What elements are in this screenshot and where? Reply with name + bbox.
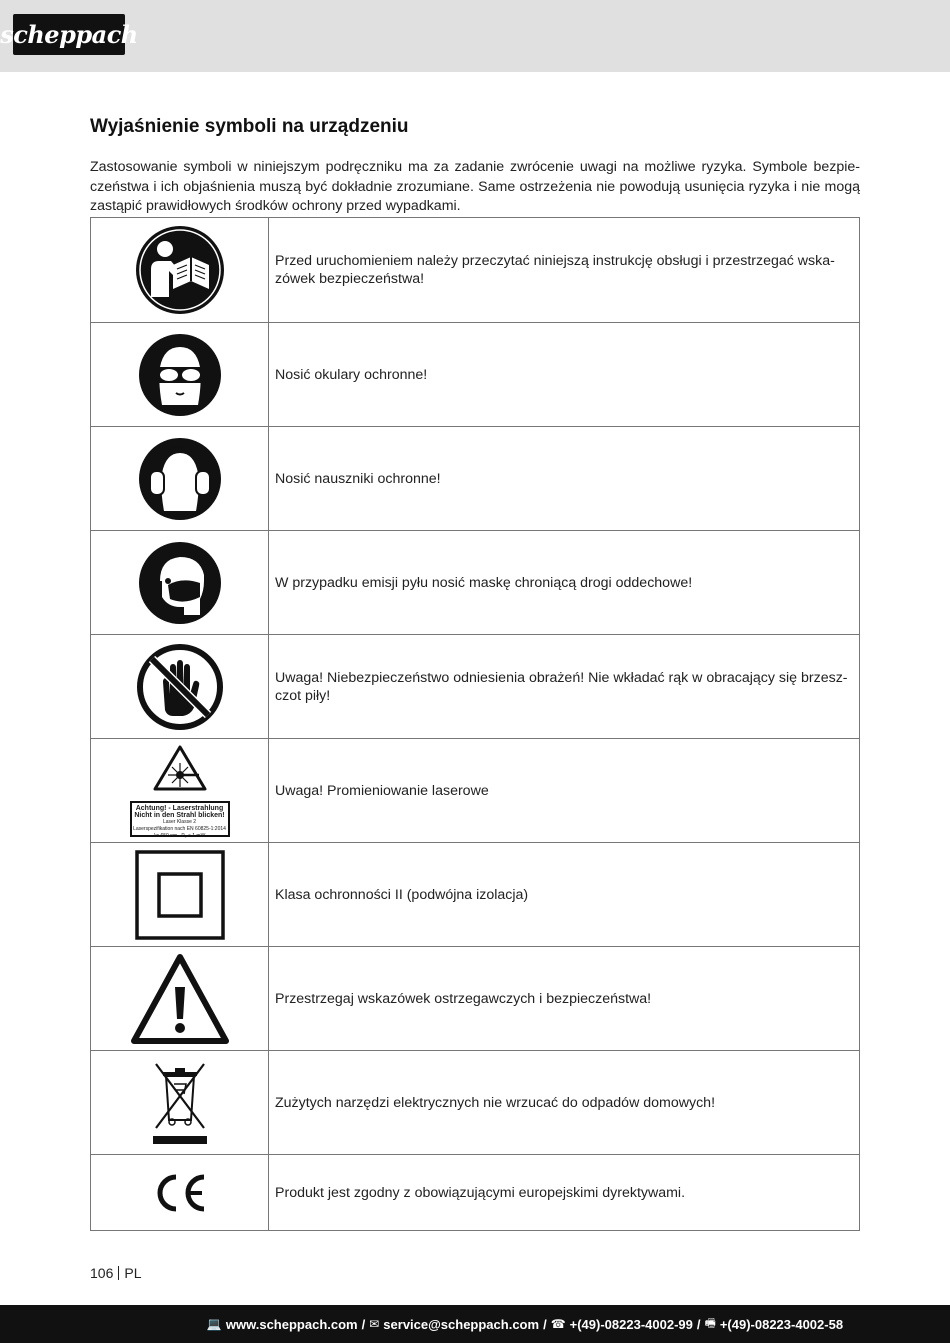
symbol-cell [91, 531, 269, 634]
ear-protection-icon [138, 437, 222, 521]
laser-label [130, 801, 230, 837]
no-hands-icon [137, 644, 223, 730]
symbol-cell [91, 739, 269, 842]
ce-mark-icon [150, 1173, 210, 1213]
symbol-cell [91, 1051, 269, 1154]
symbol-description: Nosić okulary ochronne! [275, 366, 428, 383]
page-number-value: 106 [90, 1265, 114, 1281]
laser-label-line1: Achtung! - Laserstrahlung [135, 804, 224, 812]
table-row [91, 218, 859, 322]
symbol-description: Klasa ochronności II (podwójna izolacja) [275, 886, 529, 903]
symbol-cell [91, 427, 269, 530]
symbol-description: Przed uruchomieniem należy przeczytać niniejszą instrukcję obsługi i przestrzegać wska-zówek bezpieczeństwa! [275, 253, 835, 287]
table-row [91, 322, 859, 426]
footer-phone: +(49)-08223-4002-99 [569, 1316, 693, 1332]
laser-label-line3: Laser Klasse 2 [162, 818, 197, 825]
logo-text: scheppach [0, 20, 138, 49]
page-number [90, 1265, 141, 1281]
table-row [91, 946, 859, 1050]
read-manual-icon [135, 225, 225, 315]
symbols-table [90, 217, 860, 1231]
laser-power: Pₒ < 1 mW [181, 832, 206, 839]
symbol-cell [91, 947, 269, 1050]
footer-contacts [207, 1314, 843, 1335]
symbol-description: Produkt jest zgodny z obowiązującymi europejskimi dyrektywami. [275, 1184, 686, 1201]
page-footer [0, 1305, 950, 1343]
intro-paragraph: Zastosowanie symboli w niniejszym podręczniku ma za zadanie zwrócenie uwagi na możliwe ryzyka. Symbole bezpie-czeństwa i ich objaśnienia muszą być dokładnie zrozumiane. Same ostrzeżenia nie powodują usunięcia ryzyka i nie mogą zastąpić prawidłowych środków ochrony przed wypadkami. [90, 159, 860, 214]
table-row [91, 842, 859, 946]
symbol-description: W przypadku emisji pyłu nosić maskę chroniącą drogi oddechowe! [275, 574, 693, 591]
protection-class-ii-icon [135, 850, 225, 940]
symbol-cell [91, 1155, 269, 1230]
table-row [91, 426, 859, 530]
footer-separator: / [543, 1316, 547, 1332]
symbol-description: Przestrzegaj wskazówek ostrzegawczych i bezpieczeństwa! [275, 990, 652, 1007]
scheppach-logo [0, 14, 138, 55]
footer-email[interactable]: service@scheppach.com [383, 1316, 540, 1332]
table-row [91, 634, 859, 738]
page-language: PL [124, 1265, 142, 1281]
page-title: Wyjaśnienie symboli na urządzeniu [90, 116, 409, 137]
table-row [91, 738, 859, 842]
symbol-description: Uwaga! Niebezpieczeństwo odniesienia obrażeń! Nie wkładać rąk w obracający się brzesz-czot piły! [275, 669, 848, 704]
symbol-description: Zużytych narzędzi elektrycznych nie wrzucać do odpadów domowych! [275, 1094, 716, 1111]
page-separator [118, 1266, 119, 1280]
table-row [91, 1050, 859, 1154]
symbol-description: Nosić nauszniki ochronne! [275, 470, 441, 487]
phone-icon: ☎ [550, 1317, 566, 1331]
footer-fax: +(49)-08223-4002-58 [719, 1316, 844, 1332]
envelope-icon: ✉ [369, 1317, 380, 1331]
symbol-cell [91, 635, 269, 738]
symbol-description: Uwaga! Promieniowanie laserowe [275, 782, 489, 799]
laser-label-line2: Nicht in den Strahl blicken! [134, 811, 225, 819]
symbol-cell [91, 218, 269, 322]
laser-wavelength: λ= 650 nm [153, 832, 178, 839]
safety-goggles-icon [138, 333, 222, 417]
footer-website[interactable]: www.scheppach.com [225, 1316, 358, 1332]
footer-separator: / [361, 1316, 366, 1332]
computer-icon: 💻 [206, 1317, 222, 1331]
laser-warning-icon [153, 745, 207, 791]
table-row [91, 530, 859, 634]
symbol-cell [91, 323, 269, 426]
warning-triangle-icon [130, 953, 230, 1045]
symbol-cell [91, 843, 269, 946]
weee-bin-icon [150, 1060, 210, 1146]
dust-mask-icon [138, 541, 222, 625]
laser-label-line4: Laserspezifikation nach EN 60825-1:2014 [133, 825, 226, 832]
fax-icon: 🖷 [704, 1315, 716, 1330]
page-header [0, 0, 950, 72]
footer-separator: / [696, 1316, 701, 1332]
laser-label-line5 [132, 833, 228, 840]
table-row [91, 1154, 859, 1230]
